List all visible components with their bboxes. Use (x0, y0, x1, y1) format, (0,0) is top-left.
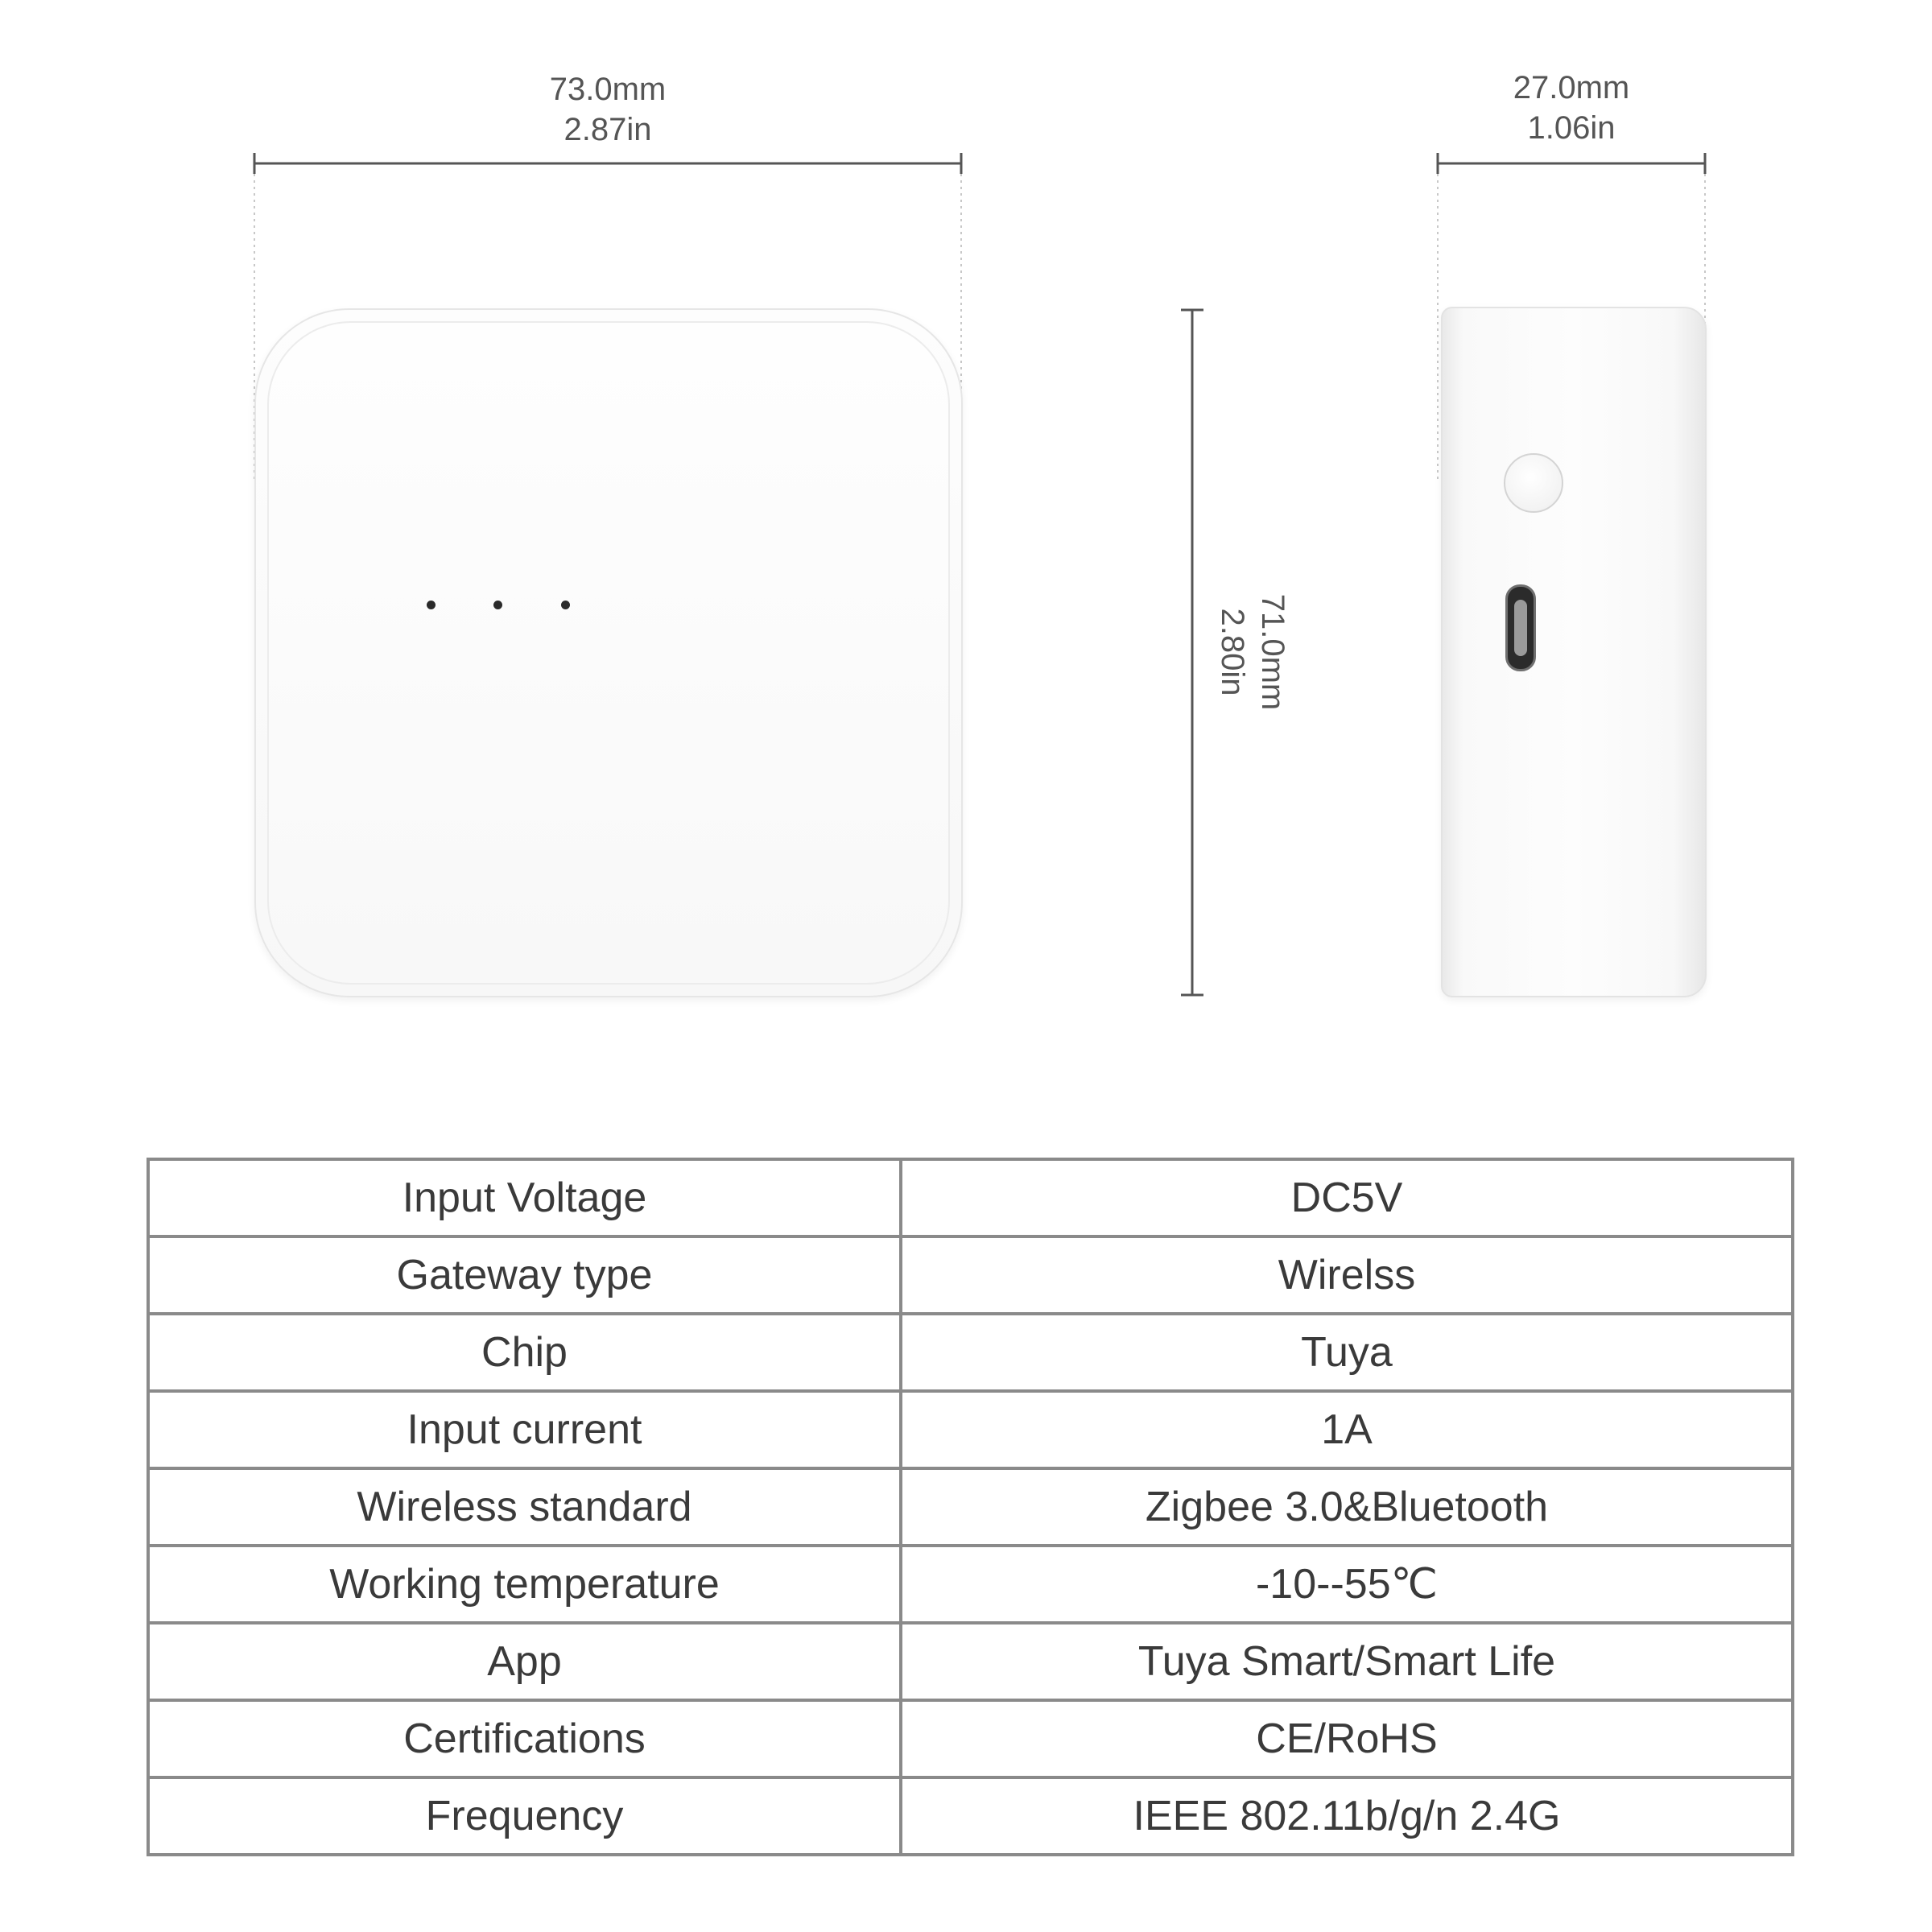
spec-value: Zigbee 3.0&Bluetooth (901, 1468, 1793, 1546)
table-row (148, 1391, 1793, 1468)
spec-value: Tuya (901, 1314, 1793, 1391)
spec-label: App (148, 1623, 901, 1700)
spec-value: Wirelss (901, 1236, 1793, 1314)
table-row (148, 1468, 1793, 1546)
spec-label: Wireless standard (148, 1468, 901, 1546)
gateway-side-view (1441, 307, 1707, 997)
height-dimension-label (1212, 555, 1293, 749)
spec-value: Tuya Smart/Smart Life (901, 1623, 1793, 1700)
led-indicator-1 (427, 601, 436, 609)
spec-table (147, 1158, 1794, 1856)
micro-usb-port-icon (1505, 584, 1536, 671)
spec-label: Certifications (148, 1700, 901, 1777)
table-row (148, 1159, 1793, 1236)
width-in: 2.87in (564, 112, 652, 147)
depth-dimension-label (1451, 68, 1692, 148)
spec-label: Working temperature (148, 1546, 901, 1623)
spec-value: CE/RoHS (901, 1700, 1793, 1777)
table-row (148, 1700, 1793, 1777)
spec-label: Input current (148, 1391, 901, 1468)
table-row (148, 1623, 1793, 1700)
height-mm: 71.0mm (1255, 593, 1290, 711)
gateway-front-view (254, 308, 963, 997)
spec-label: Input Voltage (148, 1159, 901, 1236)
spec-value: IEEE 802.11b/g/n 2.4G (901, 1777, 1793, 1855)
spec-value: 1A (901, 1391, 1793, 1468)
table-row (148, 1314, 1793, 1391)
led-indicator-3 (561, 601, 570, 609)
reset-button (1504, 453, 1563, 513)
spec-label: Chip (148, 1314, 901, 1391)
width-dimension-label (487, 69, 729, 150)
width-mm: 73.0mm (549, 72, 667, 107)
table-row (148, 1236, 1793, 1314)
gateway-front-panel (267, 321, 950, 985)
spec-value: DC5V (901, 1159, 1793, 1236)
led-indicator-2 (493, 601, 502, 609)
depth-mm: 27.0mm (1513, 70, 1630, 105)
table-row (148, 1546, 1793, 1623)
depth-in: 1.06in (1527, 110, 1616, 146)
spec-value: -10--55℃ (901, 1546, 1793, 1623)
spec-label: Frequency (148, 1777, 901, 1855)
spec-label: Gateway type (148, 1236, 901, 1314)
height-in: 2.80in (1215, 608, 1250, 696)
table-row (148, 1777, 1793, 1855)
